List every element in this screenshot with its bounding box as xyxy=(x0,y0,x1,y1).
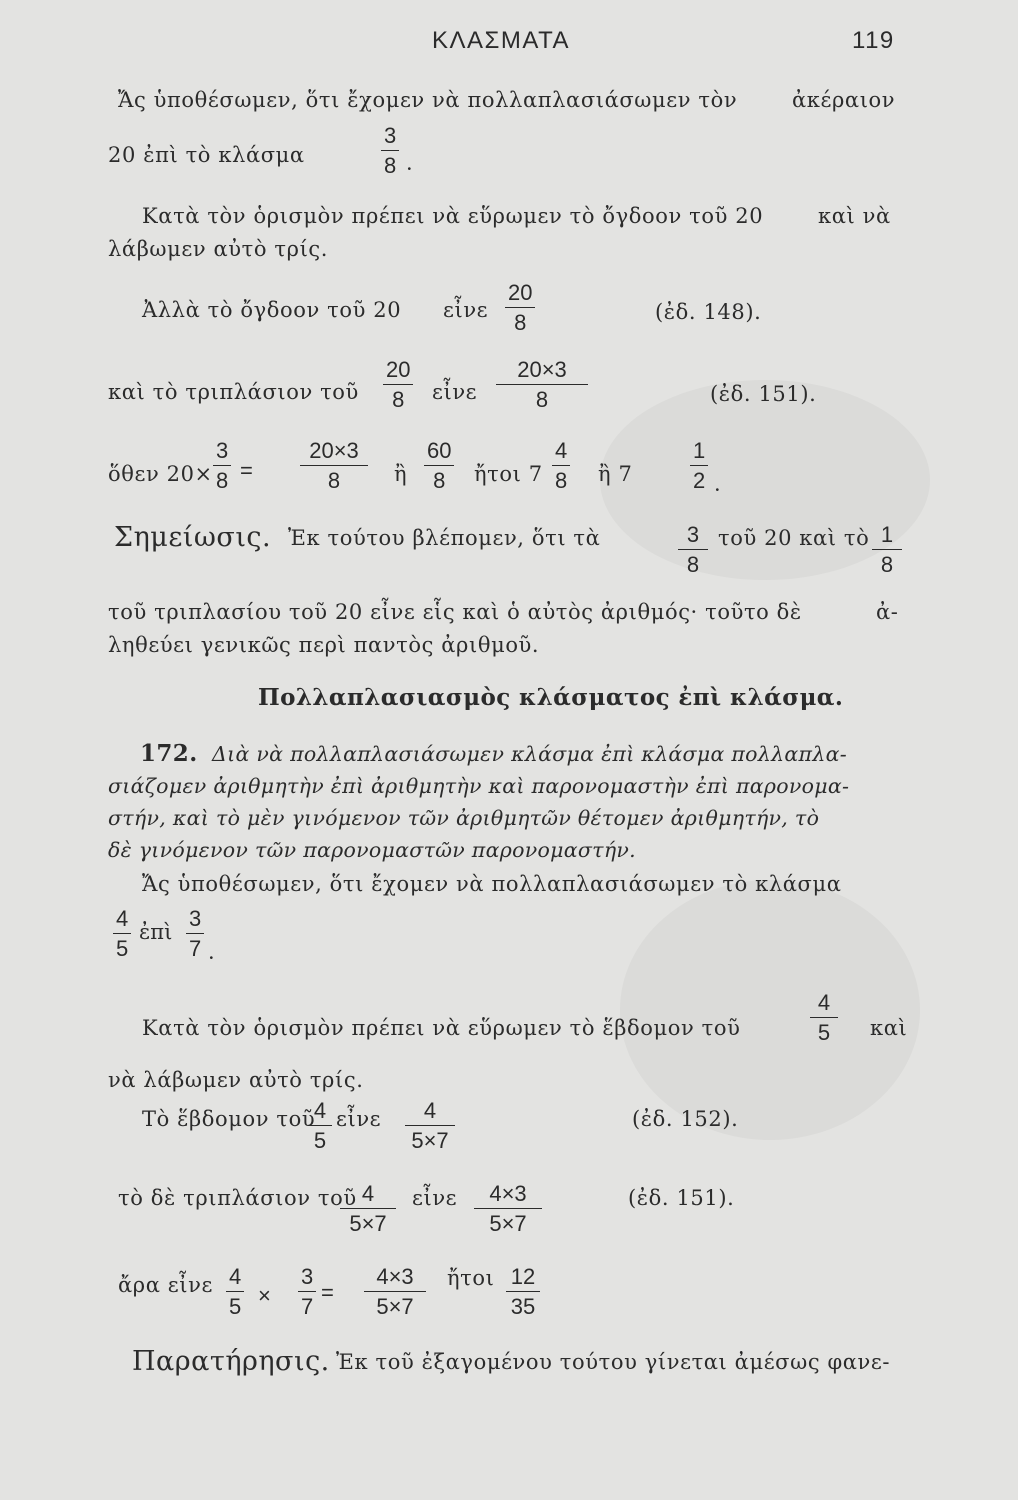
text-line: τοῦ 20 καὶ τὸ xyxy=(718,526,870,550)
text-line: τοῦ τριπλασίου τοῦ 20 εἶνε εἷς καὶ ὁ αὐτὸς ἀριθμός· τοῦτο δὲ xyxy=(108,600,802,624)
text-word: ἤτοι 7 xyxy=(474,462,543,486)
text-word: εἶνε xyxy=(443,298,489,322)
fraction: $\frac{4\times 3}{5\times 7}$ xyxy=(474,1183,542,1235)
text-line: ληθεύει γενικῶς περὶ παντὸς ἀριθμοῦ. xyxy=(108,633,540,657)
rule-text: σιάζομεν ἀριθμητὴν ἐπὶ ἀριθμητὴν καὶ παρονομαστὴν ἐπὶ παρονομα- xyxy=(108,774,850,798)
text-line: τὸ δὲ τριπλάσιον τοῦ xyxy=(118,1186,357,1210)
text-line: λάβωμεν αὐτὸ τρίς. xyxy=(108,237,329,261)
equals-sign: = xyxy=(240,458,253,483)
fraction: $\frac{4\times 3}{5\times 7}$ xyxy=(364,1266,426,1318)
fraction: $\frac{4}{5}$ xyxy=(308,1100,332,1152)
fraction: $\frac{4}{8}$ xyxy=(552,440,570,492)
reference: (ἐδ. 152). xyxy=(632,1107,739,1131)
paragraph-number: 172. xyxy=(140,740,198,767)
text-line: Ἀλλὰ τὸ ὄγδοον τοῦ 20 xyxy=(142,298,402,322)
rule-text: Διὰ νὰ πολλαπλασιάσωμεν κλάσμα ἐπὶ κλάσμα πολλαπλα- xyxy=(212,742,847,766)
equals-sign: = xyxy=(321,1280,334,1305)
rule-text: στήν, καὶ τὸ μὲν γινόμενον τῶν ἀριθμητῶν θέτομεν ἀριθμητήν, τὸ xyxy=(108,806,820,830)
fraction: $\frac{1}{2}$ xyxy=(690,440,708,492)
text-line: Κατὰ τὸν ὁρισμὸν πρέπει νὰ εὕρωμεν τὸ ἕβδομον τοῦ xyxy=(142,1016,741,1040)
text-line: ἄρα εἶνε xyxy=(118,1273,213,1297)
fraction: $\frac{12}{35}$ xyxy=(506,1266,540,1318)
section-title: Πολλαπλασιασμὸς κλάσματος ἐπὶ κλάσμα. xyxy=(258,684,844,711)
text-word: ἤτοι xyxy=(447,1266,495,1290)
fraction: $\frac{4}{5}$ xyxy=(113,908,131,960)
paper-stain xyxy=(620,880,920,1140)
text-word: ἢ xyxy=(394,462,408,486)
text-line: Ἐκ τούτου βλέπομεν, ὅτι τὰ xyxy=(288,526,601,550)
fraction: $\frac{1}{8}$ xyxy=(872,524,902,576)
fraction: $\frac{20\times 3}{8}$ xyxy=(300,440,368,492)
fraction: $\frac{20}{8}$ xyxy=(505,282,535,334)
fraction: $\frac{4}{5}$ xyxy=(226,1266,244,1318)
rule-text: δὲ γινόμενον τῶν παρονομαστῶν παρονομαστήν. xyxy=(108,838,636,862)
text-line: Ἄς ὑποθέσωμεν, ὅτι ἔχομεν νὰ πολλαπλασιάσωμεν τὸν xyxy=(118,88,738,112)
text-line: ὅθεν 20× xyxy=(108,462,213,486)
text-line: Τὸ ἕβδομον τοῦ xyxy=(142,1107,316,1131)
fraction: $\frac{3}{8}$ xyxy=(381,125,399,177)
fraction: $\frac{3}{8}$ xyxy=(678,524,708,576)
punctuation: · xyxy=(714,478,722,502)
fraction: $\frac{4}{5}$ xyxy=(810,992,838,1044)
text-line: Ἐκ τοῦ ἐξαγομένου τούτου γίνεται ἀμέσως φανε- xyxy=(336,1350,891,1374)
fraction: $\frac{60}{8}$ xyxy=(424,440,454,492)
text-word: ἐπὶ xyxy=(139,920,173,944)
fraction: $\frac{20\times 3}{8}$ xyxy=(496,359,588,411)
times-sign: × xyxy=(258,1283,271,1308)
text-line: Ἄς ὑποθέσωμεν, ὅτι ἔχομεν νὰ πολλαπλασιάσωμεν τὸ κλάσμα xyxy=(142,872,842,896)
fraction: $\frac{20}{8}$ xyxy=(383,359,413,411)
text-word: εἶνε xyxy=(336,1107,382,1131)
reference: (ἐδ. 148). xyxy=(655,300,762,324)
text-line: νὰ λάβωμεν αὐτὸ τρίς. xyxy=(108,1068,364,1092)
fraction: $\frac{3}{7}$ xyxy=(298,1266,316,1318)
text-line: καὶ τὸ τριπλάσιον τοῦ xyxy=(108,380,359,404)
text-line: 20 ἐπὶ τὸ κλάσμα xyxy=(108,143,305,167)
fraction: $\frac{3}{7}$ xyxy=(186,908,204,960)
text-word: εἶνε xyxy=(432,380,478,404)
reference: (ἐδ. 151). xyxy=(710,382,817,406)
fraction: $\frac{4}{5\times 7}$ xyxy=(405,1100,455,1152)
observation-label: Παρατήρησις. xyxy=(132,1346,330,1377)
text-word: εἶνε xyxy=(412,1186,458,1210)
note-label: Σημείωσις. xyxy=(114,522,272,553)
text-line: καὶ νὰ xyxy=(818,204,891,228)
fraction: $\frac{4}{5\times 7}$ xyxy=(340,1183,396,1235)
running-header-title: ΚΛΑΣΜΑΤΑ xyxy=(432,27,570,54)
text-line: ἀ- xyxy=(876,600,899,624)
punctuation: · xyxy=(406,157,414,181)
reference: (ἐδ. 151). xyxy=(628,1186,735,1210)
fraction: $\frac{3}{8}$ xyxy=(213,440,231,492)
punctuation: · xyxy=(208,946,216,970)
text-word: καὶ xyxy=(870,1016,908,1040)
text-line: Κατὰ τὸν ὁρισμὸν πρέπει νὰ εὕρωμεν τὸ ὄγδοον τοῦ 20 xyxy=(142,204,764,228)
text-line: ἀκέραιον xyxy=(792,88,896,112)
text-word: ἢ 7 xyxy=(598,462,633,486)
page-number: 119 xyxy=(852,27,895,54)
